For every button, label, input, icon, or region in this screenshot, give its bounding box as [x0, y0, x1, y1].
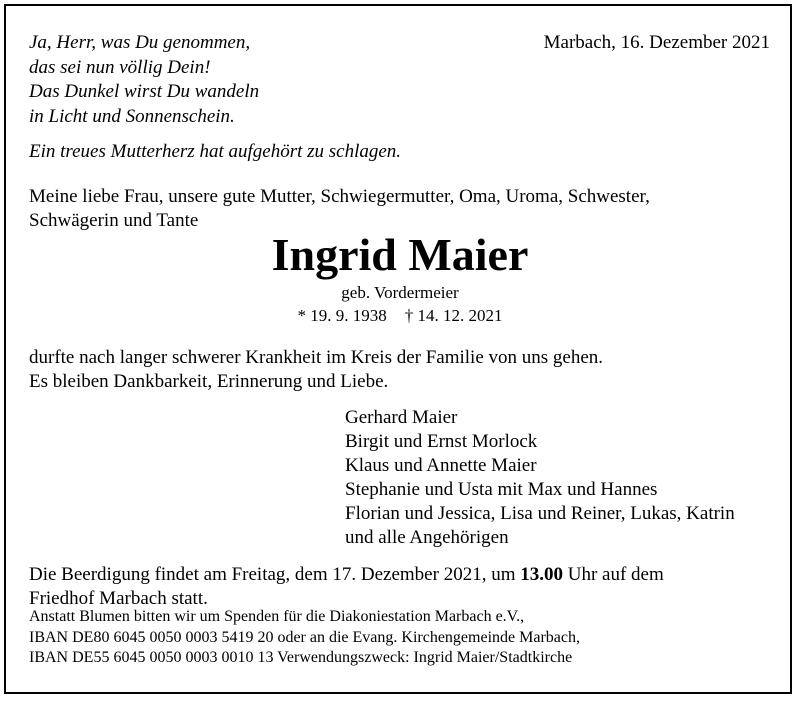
mourner: Birgit und Ernst Morlock [345, 431, 538, 452]
poem-line: Das Dunkel wirst Du wandeln [29, 81, 260, 102]
birth-name: geb. Vordermeier [341, 283, 459, 302]
funeral-text: Die Beerdigung findet am Freitag, dem 17. Dezember 2021, um [29, 564, 521, 585]
poem-line: das sei nun völlig Dein! [29, 56, 211, 78]
donation-line: IBAN DE80 6045 0050 0003 5419 20 oder an die Evang. Kirchengemeinde Marbach, [29, 628, 580, 646]
donation-line: Anstatt Blumen bitten wir um Spenden für die Diakoniestation Marbach e.V., [29, 608, 525, 625]
intro-line: Meine liebe Frau, unsere gute Mutter, Schwiegermutter, Oma, Uroma, Schwester, [29, 186, 650, 207]
poem [29, 31, 259, 129]
mourner: Stephanie und Usta mit Max und Hannes [345, 479, 658, 500]
funeral-text: Uhr auf dem [562, 564, 664, 585]
mourners-list [345, 406, 735, 550]
mourner: Gerhard Maier [345, 407, 458, 428]
funeral-line: Friedhof Marbach statt. [29, 588, 208, 609]
mourner: Klaus und Annette Maier [345, 455, 537, 476]
body-line: durfte nach langer schwerer Krankheit im Kreis der Familie von uns gehen. [29, 347, 604, 368]
intro-line: Schwägerin und Tante [29, 210, 199, 231]
donation-info [29, 607, 580, 669]
life-dates [0, 305, 800, 327]
deceased-name: Ingrid Maier [271, 229, 529, 280]
body-text [29, 346, 603, 394]
funeral-line [29, 563, 664, 587]
mourner: und alle Angehörigen [345, 527, 509, 548]
donation-line: IBAN DE55 6045 0050 0003 0010 13 Verwendungszweck: Ingrid Maier/Stadtkirche [29, 649, 573, 666]
death-date: † 14. 12. 2021 [404, 306, 503, 325]
body-line: Es bleiben Dankbarkeit, Erinnerung und Liebe. [29, 371, 389, 392]
mourner: Florian und Jessica, Lisa und Reiner, Lukas, Katrin [345, 503, 735, 524]
birth-date: * 19. 9. 1938 [297, 306, 387, 325]
poem-line: Ja, Herr, was Du genommen, [29, 32, 251, 53]
poem-line: in Licht und Sonnenschein. [29, 105, 235, 127]
place-date: Marbach, 16. Dezember 2021 [543, 32, 770, 53]
funeral-time: 13.00 [520, 564, 563, 585]
tagline: Ein treues Mutterherz hat aufgehört zu schlagen. [29, 141, 402, 162]
funeral-info [29, 563, 664, 611]
